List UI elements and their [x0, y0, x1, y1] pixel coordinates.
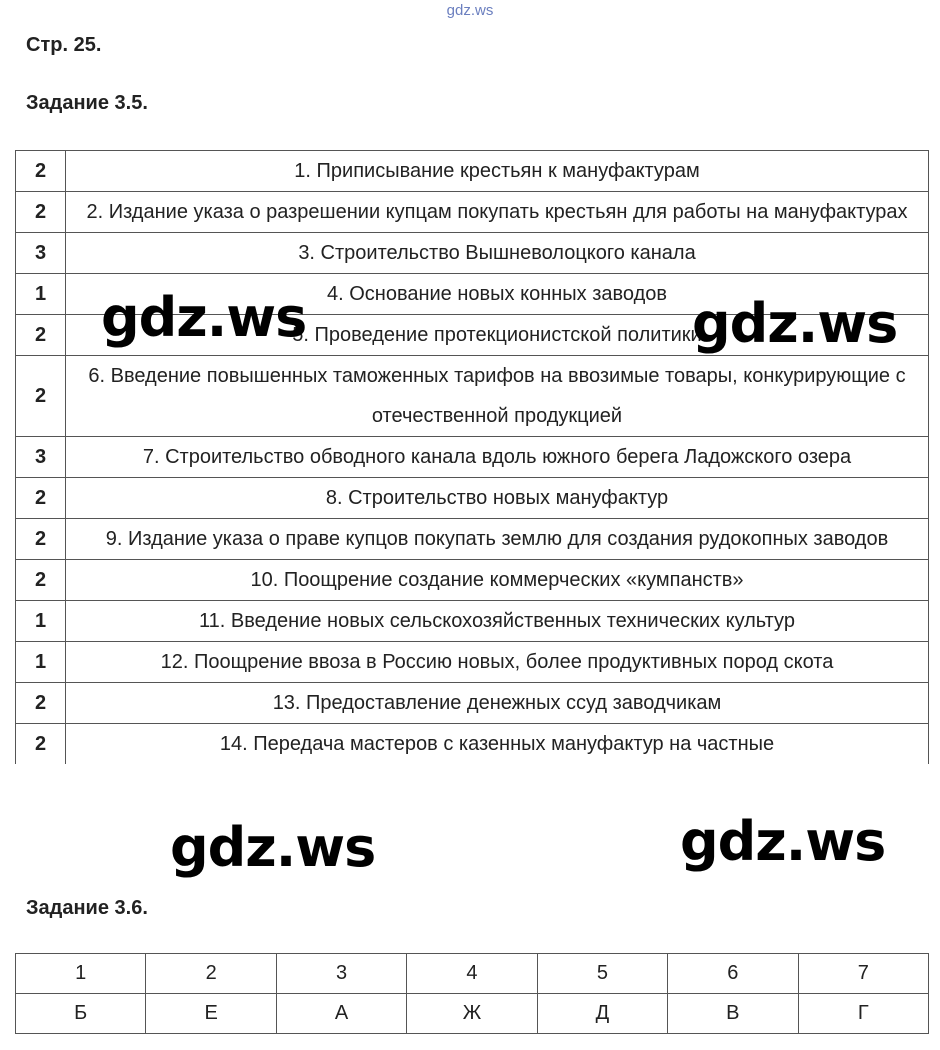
- table-row: [16, 192, 929, 233]
- row-number: 1: [16, 274, 66, 315]
- number-cell: 2: [146, 954, 276, 994]
- letter-cell: Д: [537, 994, 667, 1034]
- table-row: [16, 356, 929, 437]
- row-text: 6. Введение повышенных таможенных тарифов на ввозимые товары, конкурирующие с отечественной продукцией: [66, 356, 929, 437]
- row-number: 2: [16, 315, 66, 356]
- letter-cell: Б: [16, 994, 146, 1034]
- table-row: [16, 601, 929, 642]
- row-number: 2: [16, 151, 66, 192]
- number-cell: 6: [668, 954, 798, 994]
- task-3-5-title: Задание 3.5.: [26, 92, 148, 114]
- row-text: 11. Введение новых сельскохозяйственных технических культур: [66, 601, 929, 642]
- table-row: [16, 478, 929, 519]
- table-row: [16, 724, 929, 765]
- watermark: gdz.ws: [680, 810, 886, 873]
- top-watermark: gdz.ws: [446, 2, 494, 19]
- table-row: [16, 519, 929, 560]
- row-text: 9. Издание указа о праве купцов покупать землю для создания рудокопных заводов: [66, 519, 929, 560]
- letter-cell: В: [668, 994, 798, 1034]
- table-row: [16, 233, 929, 274]
- number-cell: 4: [407, 954, 537, 994]
- table-row: [16, 642, 929, 683]
- row-number: 2: [16, 356, 66, 437]
- row-text: 4. Основание новых конных заводов: [66, 274, 929, 315]
- row-text: 8. Строительство новых мануфактур: [66, 478, 929, 519]
- row-number: 2: [16, 478, 66, 519]
- table-row: [16, 151, 929, 192]
- table-row: [16, 560, 929, 601]
- letter-cell: Е: [146, 994, 276, 1034]
- numbers-row: [16, 954, 929, 994]
- row-text: 2. Издание указа о разрешении купцам покупать крестьян для работы на мануфактурах: [66, 192, 929, 233]
- number-cell: 1: [16, 954, 146, 994]
- row-number: 3: [16, 437, 66, 478]
- letters-row: [16, 994, 929, 1034]
- row-number: 3: [16, 233, 66, 274]
- table-row: [16, 683, 929, 724]
- row-text: 1. Приписывание крестьян к мануфактурам: [66, 151, 929, 192]
- row-text: 10. Поощрение создание коммерческих «кумпанств»: [66, 560, 929, 601]
- watermark: gdz.ws: [101, 286, 307, 349]
- number-cell: 3: [276, 954, 406, 994]
- letter-cell: Г: [798, 994, 928, 1034]
- task-3-6-title: Задание 3.6.: [26, 897, 148, 919]
- number-cell: 5: [537, 954, 667, 994]
- row-number: 2: [16, 683, 66, 724]
- row-text: 12. Поощрение ввоза в Россию новых, более продуктивных пород скота: [66, 642, 929, 683]
- row-text: 13. Предоставление денежных ссуд заводчикам: [66, 683, 929, 724]
- row-text: 7. Строительство обводного канала вдоль южного берега Ладожского озера: [66, 437, 929, 478]
- watermark: gdz.ws: [170, 816, 376, 879]
- task-3-5-table: [15, 150, 929, 764]
- task-3-6-table: [15, 953, 929, 1034]
- row-text: 5. Проведение протекционистской политики: [66, 315, 929, 356]
- watermark: gdz.ws: [692, 292, 898, 355]
- row-number: 1: [16, 642, 66, 683]
- row-number: 1: [16, 601, 66, 642]
- number-cell: 7: [798, 954, 928, 994]
- row-number: 2: [16, 724, 66, 765]
- row-number: 2: [16, 192, 66, 233]
- letter-cell: Ж: [407, 994, 537, 1034]
- letter-cell: А: [276, 994, 406, 1034]
- row-text: 14. Передача мастеров с казенных мануфактур на частные: [66, 724, 929, 765]
- row-number: 2: [16, 560, 66, 601]
- page-reference: Стр. 25.: [26, 34, 102, 56]
- table-row: [16, 437, 929, 478]
- row-text: 3. Строительство Вышневолоцкого канала: [66, 233, 929, 274]
- row-number: 2: [16, 519, 66, 560]
